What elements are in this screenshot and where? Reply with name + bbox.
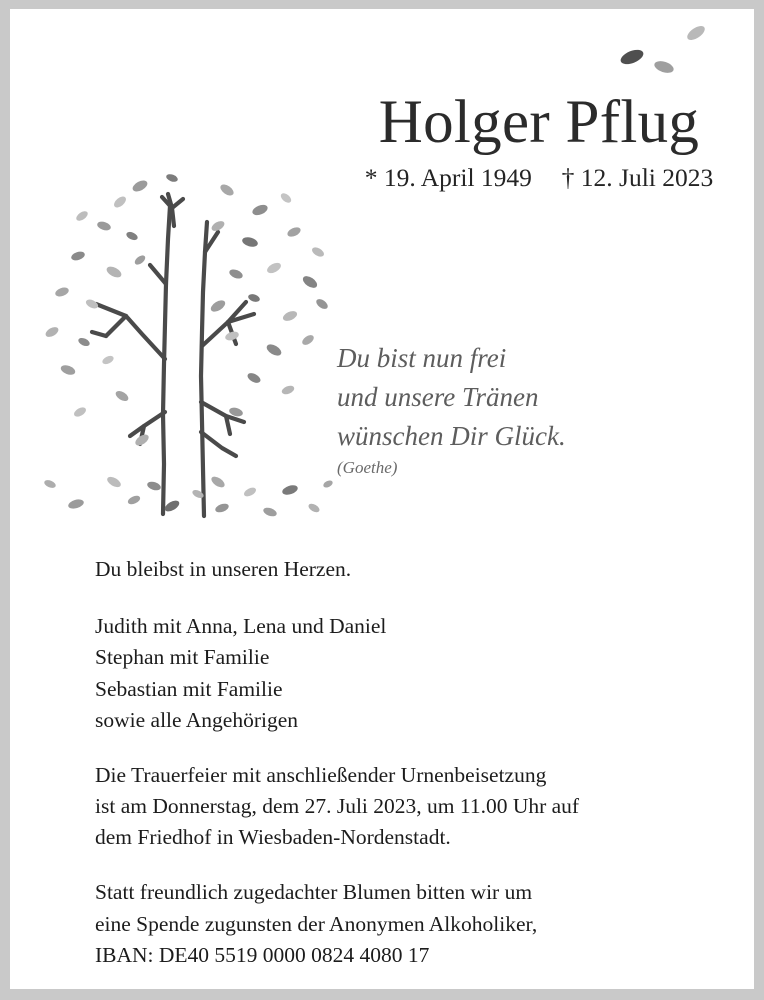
quote-line-1: Du bist nun frei [337,343,507,373]
birth-symbol: * [364,163,378,193]
donation-line: eine Spende zugunsten der Anonymen Alkoholiker, [95,911,538,936]
mourner-line: Stephan mit Familie [95,645,270,670]
mourners-paragraph [95,611,735,736]
deceased-name: Holger Pflug [378,89,700,156]
notice-header [330,91,748,193]
mourner-line: Sebastian mit Familie [95,676,283,701]
bare-tree-icon [22,164,352,534]
ceremony-line: dem Friedhof in Wiesbaden-Nordenstadt. [95,825,451,850]
remembrance-line: Du bleibst in unseren Herzen. [95,557,352,581]
remembrance-paragraph [95,554,735,585]
mourner-line: Judith mit Anna, Lena und Daniel [95,614,387,639]
leaf-cluster [43,173,334,518]
quote-author: (Goethe) [337,457,398,477]
memorial-quote [337,339,737,478]
death-symbol: † [561,163,575,193]
donation-iban-line: IBAN: DE40 5519 0000 0824 4080 17 [95,942,430,967]
notice-body [95,554,735,971]
ceremony-line: ist am Donnerstag, dem 27. Juli 2023, um 11.00 Uhr auf [95,794,580,819]
death-date: 12. Juli 2023 [580,163,714,193]
obituary-card [10,9,754,989]
life-dates [330,163,748,193]
birth-date: 19. April 1949 [383,163,532,193]
donation-paragraph [95,877,735,971]
quote-line-3: wünschen Dir Glück. [337,420,566,451]
donation-line: Statt freundlich zugedachter Blumen bitten wir um [95,880,533,905]
mourner-line: sowie alle Angehörigen [95,707,299,732]
falling-leaves-icon [588,19,748,99]
quote-line-2: und unsere Tränen [337,381,539,412]
ceremony-line: Die Trauerfeier mit anschließender Urnenbeisetzung [95,762,547,787]
ceremony-paragraph [95,760,735,854]
